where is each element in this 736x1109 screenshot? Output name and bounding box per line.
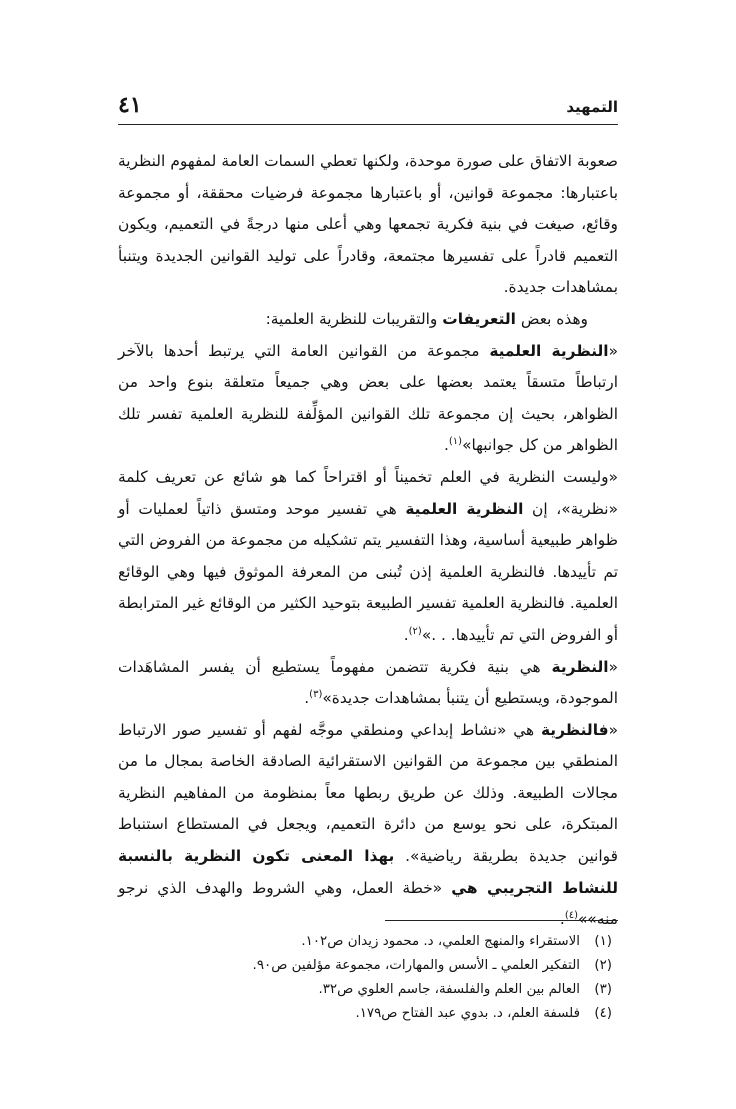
footnote — [118, 930, 618, 954]
text-run: هي «نشاط إبداعي ومنطقي موجَّه لفهم أو تفسير صور الارتباط المنطقي بين مجموعة من القوانين الاستقرائية الصادقة الخاصة بمجال ما من مجالات الطبيعة. وذلك عن طريق ربطها معاً بمنظومة من المفاهيم النظرية المبتكرة، على نحو يوسع من دائرة التعميم، ويجعل في المستطاع استنباط قوانين جديدة بطريقة رياضية». — [118, 720, 618, 866]
footnote — [118, 978, 618, 1002]
paragraph-3 — [118, 336, 618, 462]
text-run: . — [403, 625, 409, 644]
footnote-text: فلسفة العلم، د. بدوي عبد الفتاح ص١٧٩. — [355, 1006, 580, 1021]
footnote-ref: (٤) — [564, 910, 579, 922]
text-run: «خطة العمل، وهي الشروط والهدف الذي نرجو منه»» — [118, 878, 618, 929]
bold-term: النظرية العلمية — [405, 499, 524, 518]
chapter-title: التمهيد — [566, 98, 618, 116]
footnote-number: (٣) — [594, 982, 612, 997]
bold-term: التعريفات — [442, 309, 516, 328]
quote-open: « — [608, 720, 618, 739]
body-text — [118, 146, 618, 936]
text-run: هي بنية فكرية تتضمن مفهوماً يستطيع أن يفسر المشاهَدات الموجودة، ويستطيع أن يتنبأ بمشاهدات جديدة» — [118, 657, 618, 708]
footnote-ref: (٢) — [408, 625, 422, 637]
bold-term: النظرية — [551, 657, 609, 676]
footnote-ref: (٣) — [309, 688, 323, 700]
footnote-number: (١) — [594, 934, 612, 949]
paragraph-2 — [118, 304, 618, 336]
bold-term: فالنظرية — [540, 720, 609, 739]
text-run: مجموعة من القوانين العامة التي يرتبط أحدها بالآخر ارتباطاً متسقاً يعتمد بعضها على بعض وهي جميعاً متعلقة بنوع واحد من الظواهر، بحيث إن مجموعة تلك القوانين المؤلِّفة للنظرية العلمية تفسر تلك الظواهر من كل جوانبها» — [118, 341, 618, 455]
footnote-text: التفكير العلمي ـ الأسس والمهارات، مجموعة مؤلفين ص٩٠. — [252, 958, 580, 973]
footnote — [118, 954, 618, 978]
paragraph-6 — [118, 715, 618, 936]
footnote-ref: (١) — [448, 436, 463, 448]
text-run: . — [559, 910, 565, 929]
footnote-divider — [385, 920, 618, 921]
running-header — [118, 92, 618, 125]
text-run: والتقريبات للنظرية العلمية: — [265, 309, 443, 328]
text-run: . — [304, 689, 310, 708]
footnote-text: العالم بين العلم والفلسفة، جاسم العلوي ص٣٢. — [318, 982, 580, 997]
paragraph-1: صعوبة الاتفاق على صورة موحدة، ولكنها تعطي السمات العامة لمفهوم النظرية باعتبارها: مجموعة قوانين، أو باعتبارها مجموعة فرضيات محققة، أو مجموعة وقائع، صيغت في بنية فكرية تجمعها وهي أعلى منها درجةً في التعميم، ويكون التعميم قادراً على تفسيرها مجتمعة، وقادراً على توليد القوانين الجديدة ويتنبأ بمشاهدات جديدة. — [118, 152, 618, 297]
paragraph-5 — [118, 652, 618, 715]
footnote-number: (٢) — [594, 958, 612, 973]
footnote-number: (٤) — [594, 1006, 612, 1021]
text-run: . — [443, 436, 449, 455]
page-number: ٤١ — [118, 92, 142, 118]
footnote-text: الاستقراء والمنهج العلمي، د. محمود زيدان ص١٠٢. — [301, 934, 580, 949]
text-run: «وليست النظرية في العلم تخميناً أو اقتراحاً كما هو شائع عن تعريف كلمة «نظرية»، إن — [118, 467, 618, 518]
text-run: وهذه بعض — [515, 309, 588, 328]
footnotes — [118, 930, 618, 1026]
bold-term: النظرية العلمية — [489, 341, 609, 360]
paragraph-4 — [118, 462, 618, 652]
quote-open: « — [608, 341, 618, 360]
bold-phrase: بهذا المعنى تكون النظرية بالنسبة للنشاط التجريبي هي — [118, 847, 618, 897]
footnote — [118, 1002, 618, 1026]
text-run: هي تفسير موحد ومتسق ذاتياً لعمليات أو ظواهر طبيعية أساسية، وهذا التفسير يتم تشكيله من مجموعة من الفروض التي تم تأييدها. فالنظرية العلمية إذن تُبنى من المعرفة الموثوق فيها وهي الوقائع العلمية. فالنظرية العلمية تفسير الطبيعة بتوحيد الكثير من الوقائع غير المترابطة أو الفروض التي تم تأييدها. . .» — [118, 499, 618, 644]
quote-open: « — [608, 657, 618, 676]
